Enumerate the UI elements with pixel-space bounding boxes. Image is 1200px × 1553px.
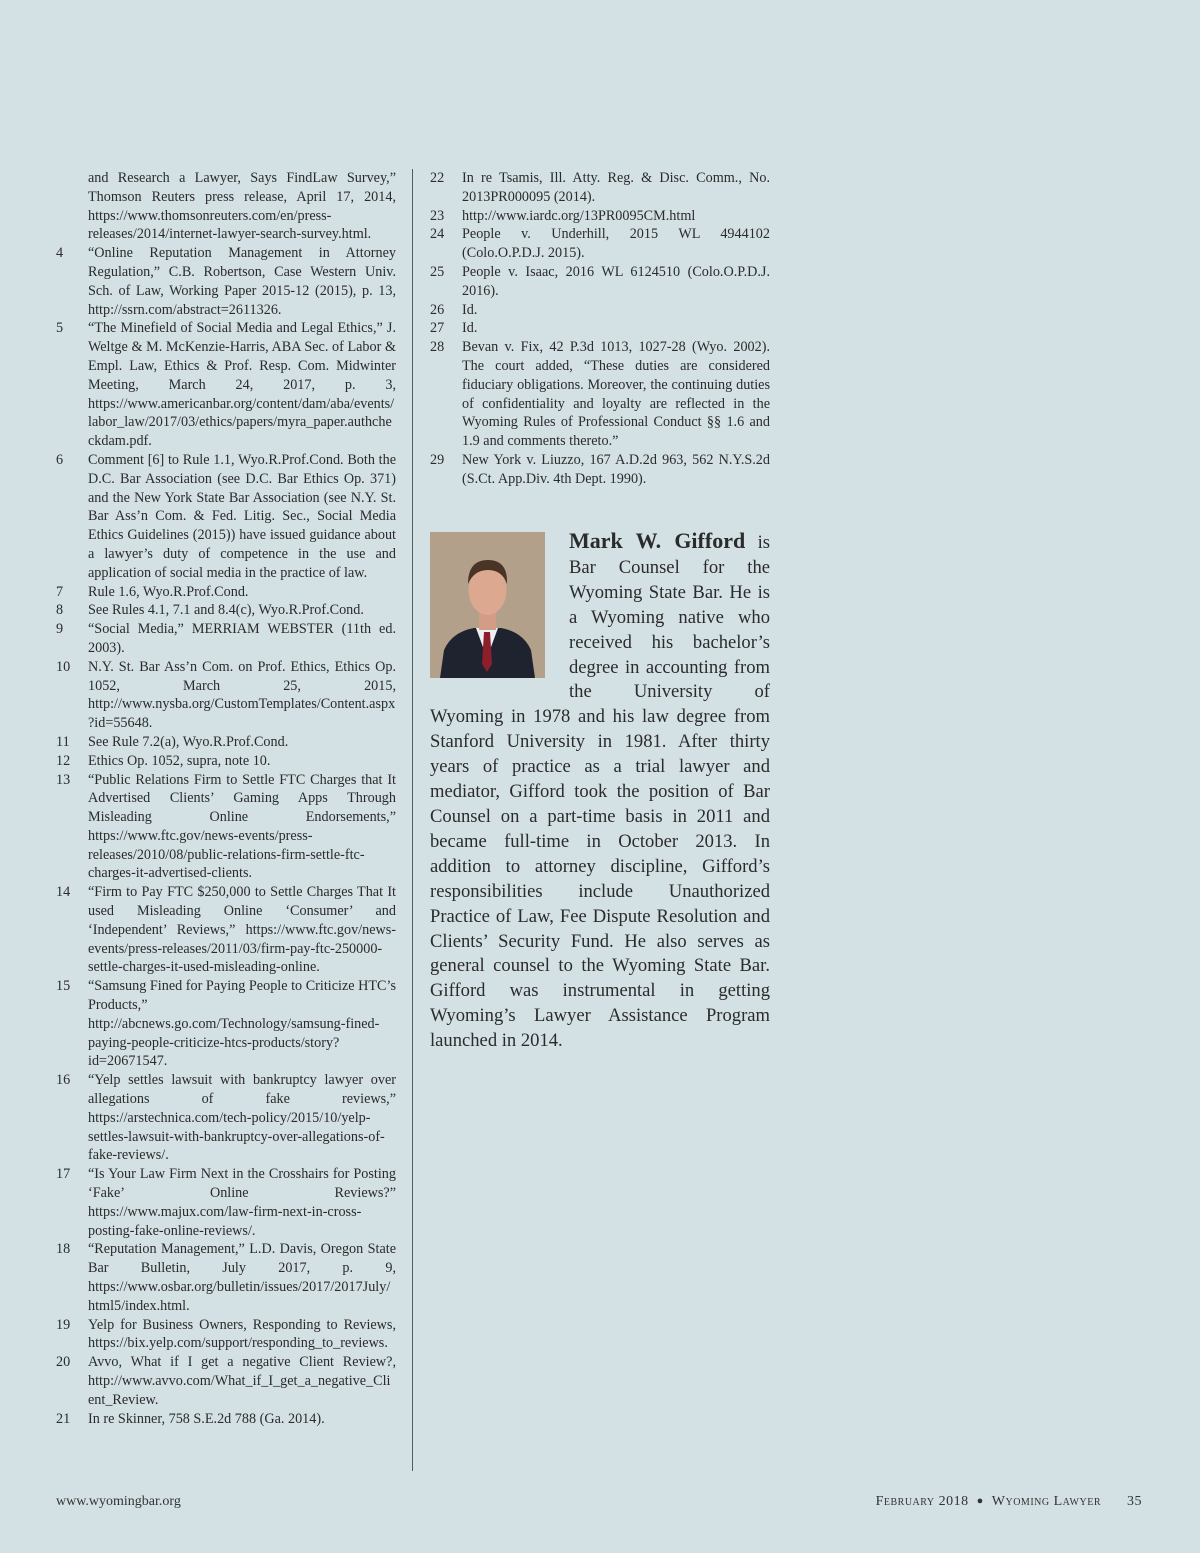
endnote-number: 27	[430, 320, 445, 337]
endnote	[430, 225, 770, 263]
endnote-text: Id.	[462, 320, 478, 337]
endnote-number: 23	[430, 207, 445, 224]
endnote	[56, 620, 396, 658]
endnote	[56, 169, 396, 244]
endnote-text: Bevan v. Fix, 42 P.3d 1013, 1027-28 (Wyo. 2002). The court added, “These duties are considered fiduciary obligations. Moreover, the continuing duties of confidentiality and loyalty are reflected in the Wyoming Rules of Professional Conduct §§ 1.6 and 1.9 and comments thereto.”	[462, 339, 770, 450]
endnote-text: N.Y. St. Bar Ass’n Com. on Prof. Ethics, Ethics Op. 1052, March 25, 2015, http://www.nysba.org/CustomTemplates/Content.aspx?id=55648.	[88, 658, 396, 732]
endnote-number: 26	[430, 301, 445, 318]
endnote-text: Yelp for Business Owners, Responding to Reviews, https://bix.yelp.com/support/responding_to_reviews.	[88, 1316, 396, 1352]
endnote	[56, 319, 396, 451]
endnote	[56, 883, 396, 977]
endnote	[430, 451, 770, 489]
endnote-number: 17	[56, 1166, 71, 1183]
endnote-text: “Yelp settles lawsuit with bankruptcy lawyer over allegations of fake reviews,” https://arstechnica.com/tech-policy/2015/10/yelp-settles-lawsuit-with-bankruptcy-over-allegations-of-fake-reviews/.	[88, 1072, 396, 1164]
page-number: 35	[1127, 1494, 1142, 1509]
endnote-text: In re Tsamis, Ill. Atty. Reg. & Disc. Comm., No. 2013PR000095 (2014).	[462, 170, 770, 205]
author-portrait-icon	[430, 532, 545, 678]
endnote-number: 25	[430, 263, 445, 280]
endnote-number: 16	[56, 1072, 71, 1089]
endnote-text: and Research a Lawyer, Says FindLaw Survey,” Thomson Reuters press release, April 17, 2014, https://www.thomsonreuters.com/en/press-releases/2014/internet-lawyer-search-survey.html.	[88, 170, 396, 243]
endnote	[430, 207, 770, 226]
endnote	[56, 752, 396, 771]
endnote-number: 11	[56, 733, 70, 750]
endnote-number: 6	[56, 451, 64, 468]
endnote	[56, 1316, 396, 1354]
endnote-text: “Firm to Pay FTC $250,000 to Settle Charges That It used Misleading Online ‘Consumer’ and ‘Independent’ Reviews,” https://www.ftc.gov/news-events/press-releases/2011/03/firm-pay-ftc-250000-settle-charges-it-used-misleading-online.	[88, 884, 396, 976]
endnote-text: “The Minefield of Social Media and Legal Ethics,” J. Weltge & M. McKenzie-Harris, ABA Sec. of Labor & Empl. Law, Ethics & Prof. Resp. Com. Midwinter Meeting, March 24, 2017, p. 3, https://www.americanbar.org/content/dam/aba/events/labor_law/2017/03/ethics/papers/myra_paper.authcheckdam.pdf.	[88, 320, 396, 450]
endnote-text: Comment [6] to Rule 1.1, Wyo.R.Prof.Cond. Both the D.C. Bar Association (see D.C. Bar Ethics Op. 371) and the New York State Bar Association (see N.Y. St. Bar Ass’n Com. & Fed. Litig. Sec., Social Media Ethics Guidelines (2015)) have issued guidance about a lawyer’s duty of competence in the use and application of social media in the practice of law.	[88, 451, 396, 581]
endnote-text: Rule 1.6, Wyo.R.Prof.Cond.	[88, 583, 249, 600]
endnote	[430, 169, 770, 207]
endnote-number: 29	[430, 451, 445, 468]
endnote-text: “Is Your Law Firm Next in the Crosshairs for Posting ‘Fake’ Online Reviews?” https://www.majux.com/law-firm-next-in-cross-posting-fake-online-reviews/.	[88, 1166, 396, 1239]
footer-issue-info	[876, 1494, 1142, 1510]
endnote	[56, 601, 396, 620]
endnote-number: 22	[430, 170, 445, 186]
endnote-text: New York v. Liuzzo, 167 A.D.2d 963, 562 N.Y.S.2d (S.Ct. App.Div. 4th Dept. 1990).	[462, 451, 770, 487]
endnote-text: Id.	[462, 301, 478, 318]
endnote-number: 15	[56, 978, 71, 995]
endnote	[56, 583, 396, 602]
author-bio	[430, 529, 770, 1054]
author-bio-text: is Bar Counsel for the Wyoming State Bar. He is a Wyoming native who received his bachelor’s degree in accounting from the University of Wyoming in 1978 and his law degree from Stanford University in 1981. After thirty years of practice as a trial lawyer and mediator, Gifford took the position of Bar Counsel on a part-time basis in 2011 and became full-time in October 2013. In addition to attorney discipline, Gifford’s responsibilities include Unauthorized Practice of Law, Fee Dispute Resolution and Clients’ Security Fund. He also serves as general counsel to the Wyoming State Bar. Gifford was instrumental in getting Wyoming’s Lawyer Assistance Program launched in 2014.	[430, 532, 770, 1052]
endnote-number: 13	[56, 771, 71, 788]
endnote-number: 20	[56, 1354, 71, 1371]
endnote-number: 10	[56, 658, 71, 675]
endnote-text: “Public Relations Firm to Settle FTC Charges that It Advertised Clients’ Gaming Apps Through Misleading Online Endorsements,” https://www.ftc.gov/news-events/press-releases/2010/08/public-relations-firm-settle-ftc-charges-it-advertised-clients.	[88, 771, 396, 882]
endnote-text: Ethics Op. 1052, supra, note 10.	[88, 752, 271, 769]
endnote-number: 19	[56, 1316, 71, 1333]
endnote-text: http://www.iardc.org/13PR0095CM.html	[462, 207, 696, 224]
bullet-icon: ●	[976, 1495, 984, 1507]
endnote-text: People v. Underhill, 2015 WL 4944102 (Colo.O.P.D.J. 2015).	[462, 226, 770, 262]
endnote-number: 7	[56, 583, 64, 600]
endnote-number: 24	[430, 226, 445, 243]
endnote-text: “Samsung Fined for Paying People to Criticize HTC’s Products,” http://abcnews.go.com/Technology/samsung-fined-paying-people-criticize-htcs-products/story?id=20671547.	[88, 978, 396, 1070]
endnote-text: See Rules 4.1, 7.1 and 8.4(c), Wyo.R.Prof.Cond.	[88, 602, 364, 619]
endnote	[56, 658, 396, 733]
endnote-number: 18	[56, 1241, 71, 1258]
endnote-number: 4	[56, 245, 64, 262]
endnote	[430, 263, 770, 301]
endnote-text: People v. Isaac, 2016 WL 6124510 (Colo.O.P.D.J. 2016).	[462, 263, 770, 299]
endnote	[430, 301, 770, 320]
endnote-text: See Rule 7.2(a), Wyo.R.Prof.Cond.	[88, 733, 289, 750]
endnote-text: Avvo, What if I get a negative Client Review?, http://www.avvo.com/What_if_I_get_a_negative_Client_Review.	[88, 1354, 396, 1408]
endnotes-left-column	[56, 169, 396, 1428]
endnote-text: In re Skinner, 758 S.E.2d 788 (Ga. 2014).	[88, 1410, 325, 1427]
author-name: Mark W. Gifford	[569, 528, 746, 553]
endnote-number: 12	[56, 752, 71, 769]
endnote	[56, 977, 396, 1071]
endnote	[56, 771, 396, 884]
endnote-number: 8	[56, 602, 64, 619]
endnote	[56, 1240, 396, 1315]
endnote-number: 9	[56, 621, 64, 638]
endnotes-right-column	[430, 169, 770, 489]
endnote	[56, 1165, 396, 1240]
footer-magazine: Wyoming Lawyer	[991, 1494, 1101, 1509]
footer-website: www.wyomingbar.org	[56, 1494, 181, 1509]
endnote	[430, 319, 770, 338]
endnote	[56, 1353, 396, 1409]
footer-issue-date: February 2018	[875, 1494, 969, 1509]
endnote	[56, 733, 396, 752]
author-photo	[430, 532, 545, 678]
endnote-text: “Reputation Management,” L.D. Davis, Oregon State Bar Bulletin, July 2017, p. 9, https://www.osbar.org/bulletin/issues/2017/2017July/html5/index.html.	[88, 1241, 396, 1314]
endnote	[56, 244, 396, 319]
endnote-number	[56, 169, 88, 244]
endnote-number: 28	[430, 339, 445, 356]
column-divider	[412, 169, 413, 1471]
endnote-text: “Online Reputation Management in Attorney Regulation,” C.B. Robertson, Case Western Univ. Sch. of Law, Working Paper 2015-12 (2015), p. 13, http://ssrn.com/abstract=2611326.	[88, 245, 396, 318]
endnote	[56, 451, 396, 583]
endnote-text: “Social Media,” MERRIAM WEBSTER (11th ed. 2003).	[88, 621, 396, 656]
endnote	[56, 1071, 396, 1165]
endnote	[430, 338, 770, 451]
endnote-number: 14	[56, 884, 71, 901]
endnote-number: 5	[56, 320, 64, 337]
endnote-number: 21	[56, 1410, 71, 1427]
endnote	[56, 1410, 396, 1429]
